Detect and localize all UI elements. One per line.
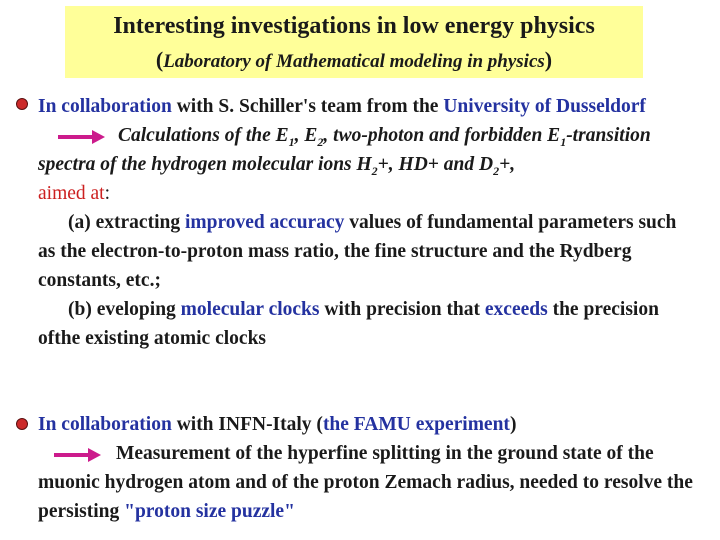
exceeds-label: exceeds xyxy=(484,299,548,320)
right-arrow-icon xyxy=(58,129,106,145)
bullet-icon xyxy=(16,418,28,430)
calculations-text: Calculations of the $E_1$, $E_2$, two-photon and forbidden $E_1$-transition spectra of the hydrogen molecular ions $H_2+$, HD+ and $D_2+$, xyxy=(38,125,651,178)
slide-title: Interesting investigations in low energy physics xyxy=(113,13,595,39)
famu-experiment-label: the FAMU experiment xyxy=(322,414,510,435)
collaboration-infn xyxy=(38,410,698,526)
item-b: (b) eveloping molecular clocks with precision that exceeds the precision ofthe existing atomic clocks xyxy=(38,299,659,349)
schiller-team-text: with S. Schiller's team from the xyxy=(171,96,444,117)
subtitle-open-paren: ( xyxy=(155,47,164,72)
collaboration-dusseldorf xyxy=(38,92,698,353)
aimed-colon: : xyxy=(104,183,111,204)
improved-accuracy-label: improved accuracy xyxy=(184,212,345,233)
in-collaboration-label: In collaboration xyxy=(38,414,172,435)
infn-close-paren: ) xyxy=(509,414,517,435)
molecular-clocks-label: molecular clocks xyxy=(180,299,320,320)
item-a: (a) extracting improved accuracy values of fundamental parameters such as the electron-to-proton mass ratio, the fine structure and the Rydberg constants, etc.; xyxy=(38,212,677,291)
bullet-icon xyxy=(16,98,28,110)
aimed-at-label: aimed at xyxy=(38,183,105,204)
measurement-text: Measurement of the hyperfine splitting in the ground state of the muonic hydrogen atom and of the proton Zemach radius, needed to resolve the persisting xyxy=(38,443,693,522)
right-arrow-icon xyxy=(54,447,102,463)
university-label: University of Dusseldorf xyxy=(443,96,646,117)
title-box xyxy=(65,6,643,78)
infn-text: with INFN-Italy ( xyxy=(171,414,323,435)
subtitle-lab-name: Laboratory of Mathematical modeling in physics xyxy=(163,51,545,72)
proton-size-puzzle-label: "proton size puzzle" xyxy=(124,501,295,522)
slide-subtitle xyxy=(65,46,643,76)
in-collaboration-label: In collaboration xyxy=(38,96,172,117)
subtitle-close-paren: ) xyxy=(544,47,553,72)
